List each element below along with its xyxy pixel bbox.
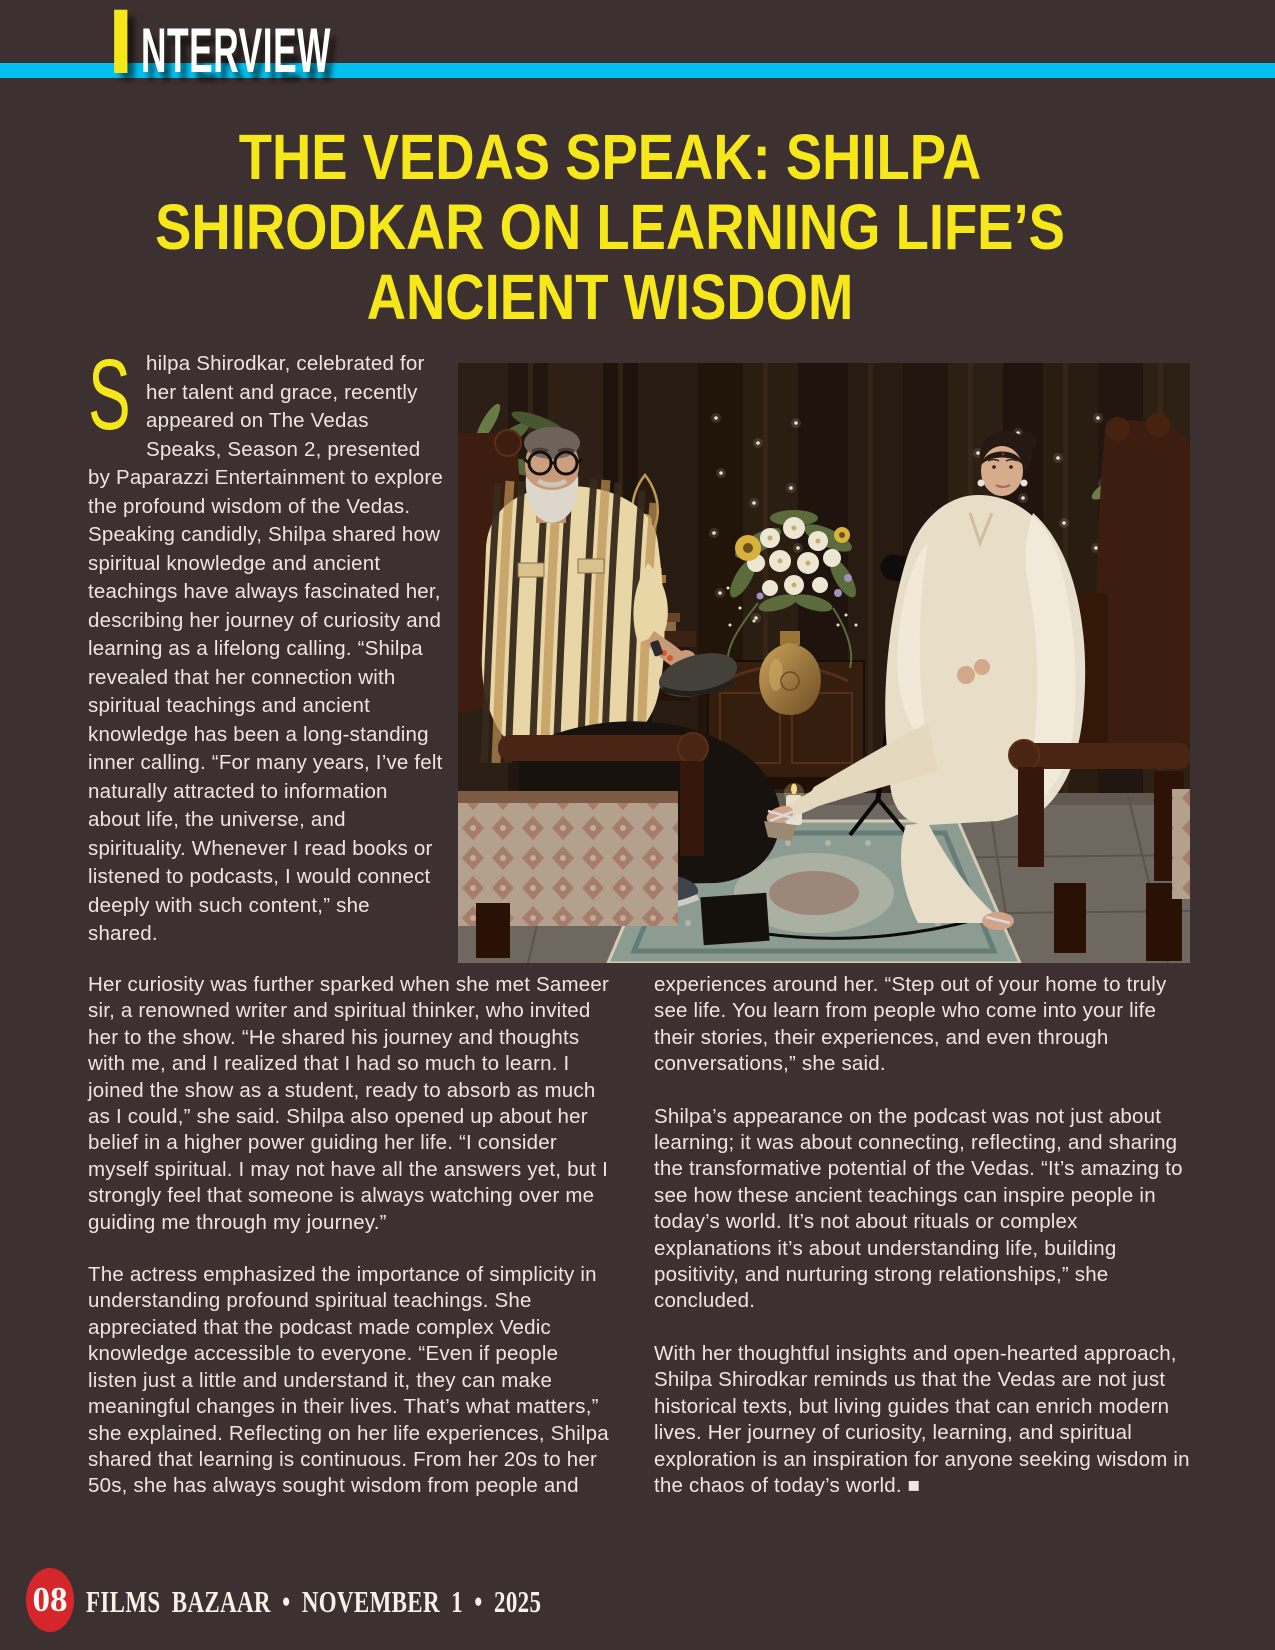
- page-number: 08: [32, 1580, 68, 1619]
- intro-text: hilpa Shirodkar, celebrated for her talent and grace, recently appeared on The Vedas Speaks, Season 2, presented by Paparazzi Entertainment to explore the profound wisdom of the Vedas. Speaking candidly, Shilpa shared how spiritual knowledge and ancient teachings have always fascinated her, describing her journey of curiosity and learning as a lifelong calling. “Shilpa revealed that her connection with spiritual teachings and ancient knowledge has been a long-standing inner calling. “For many years, I’ve felt naturally attracted to information about life, the universe, and spirituality. Whenever I read books or listened to podcasts, I would connect deeply with such content,” she shared.: [88, 352, 443, 945]
- article-title: [143, 122, 1078, 332]
- article-title-line1: THE VEDAS SPEAK: SHILPA: [238, 121, 982, 193]
- section-label-initial: I: [108, 0, 134, 93]
- drop-cap: S: [88, 339, 131, 451]
- paragraph: experiences around her. “Step out of your home to truly see life. You learn from people who come into your life their stories, their experiences, and even through conversations,” she said.: [654, 973, 1167, 1076]
- body-column-right: [654, 972, 1192, 1525]
- article-title-line2: SHIRODKAR ON LEARNING LIFE’S: [155, 191, 1065, 263]
- interview-photo: [458, 363, 1190, 963]
- paragraph: With her thoughtful insights and open-hearted approach, Shilpa Shirodkar reminds us that the Vedas are not just historical texts, but living guides that can enrich modern lives. Her journey of curiosity, learning, and spiritual exploration is an inspiration for anyone seeking wisdom in the chaos of today’s world. ■: [654, 1341, 1190, 1497]
- section-label: NTERVIEW: [141, 16, 332, 86]
- intro-paragraph: [88, 339, 444, 949]
- floor-speaker: [700, 893, 769, 945]
- page-number-badge: [26, 1568, 74, 1632]
- paragraph: The actress emphasized the importance of simplicity in understanding profound spiritual teachings. She appreciated that the podcast made complex Vedic knowledge accessible to everyone. “Even if people listen just a little and understand it, they can make meaningful changes in their lives. That’s what matters,” she explained. Reflecting on her life experiences, Shilpa shared that learning is continuous. From her 20s to her 50s, she has always sought wisdom from people and: [88, 1263, 609, 1498]
- article-title-line3: ANCIENT WISDOM: [366, 261, 854, 333]
- body-column-left: [88, 972, 612, 1526]
- paragraph: Shilpa’s appearance on the podcast was not just about learning; it was about connecting, reflecting, and sharing the transformative potential of the Vedas. “It’s amazing to see how these ancient teachings can inspire people in today’s world. It’s not about rituals or complex explanations it’s about understanding life, building positivity, and nurturing strong relationships,” she concluded.: [654, 1104, 1183, 1313]
- footer-dateline: FILMS BAZAAR • NOVEMBER 1 • 2025: [86, 1584, 542, 1619]
- paragraph: Her curiosity was further sparked when she met Sameer sir, a renowned writer and spiritual thinker, who invited her to the show. “He shared his journey and thoughts with me, and I realized that I had so much to learn. I joined the show as a student, ready to absorb as much as I could,” she said. Shilpa also opened up about her belief in a higher power guiding her life. “I consider myself spiritual. I may not have all the answers yet, but I strongly feel that someone is always watching over me guiding me through my journey.”: [88, 973, 610, 1234]
